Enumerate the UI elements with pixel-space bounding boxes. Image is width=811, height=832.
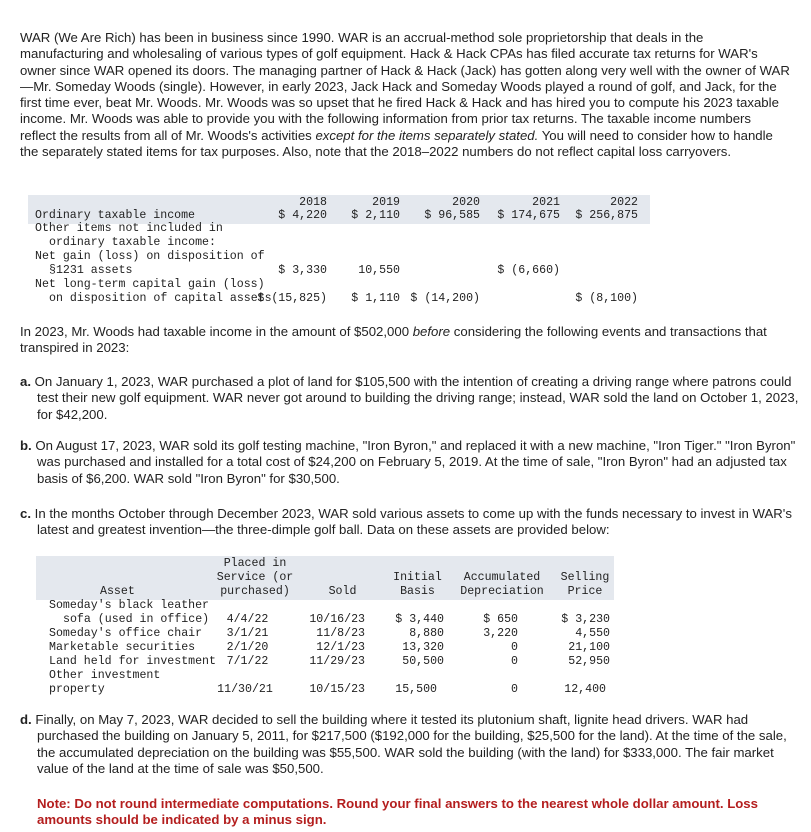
asset-row3-basis: 13,320 (402, 641, 444, 654)
ltcg-2018: $ (15,825) (257, 292, 327, 305)
ordinary-2019: $ 2,110 (351, 209, 400, 222)
depreciation-header-1: Accumulated (463, 571, 541, 584)
year-2018: 2018 (299, 196, 327, 209)
basis-header-2: Basis (400, 585, 435, 598)
ltcg-label-2: on disposition of capital assets (49, 292, 272, 305)
year-2019: 2019 (372, 196, 400, 209)
intro-paragraph (20, 30, 790, 160)
gain-1231-label-2: §1231 assets (49, 264, 133, 277)
asset-row2-depreciation: 3,220 (483, 627, 518, 640)
ordinary-2022: $ 256,875 (575, 209, 638, 222)
ltcg-2022: $ (8,100) (575, 292, 638, 305)
item-c-label: c. (20, 506, 31, 521)
depreciation-header-2: Depreciation (460, 585, 544, 598)
asset-row3-sold: 12/1/23 (316, 641, 365, 654)
ordinary-2018: $ 4,220 (278, 209, 327, 222)
item-c-text: In the months October through December 2023, WAR sold various assets to come up with the funds necessary to invest in WAR's latest and greatest invention—the three-dimple golf ball. Data on these assets are provided below: (34, 506, 792, 538)
ordinary-2021: $ 174,675 (497, 209, 560, 222)
intro-italic: except for the items separately stated. (315, 127, 539, 143)
asset-row2-name: Someday's office chair (49, 627, 203, 640)
asset-row2-sold: 11/8/23 (316, 627, 365, 640)
asset-row2-basis: 8,880 (409, 627, 444, 640)
asset-row5-name-2: property (49, 683, 105, 696)
placed-header-3: purchased) (220, 585, 290, 598)
intro-text: WAR (We Are Rich) has been in business since 1990. WAR is an accrual-method sole proprietorship that deals in the manufacturing and wholesaling of various types of golf equipment. Hack & Hack CPAs has filed accurate tax returns for WAR's owner since WAR opened its doors. The managing partner of Hack & Hack (Jack) has gotten along very well with the owner of WAR—Mr. Someday Woods (single). However, in early 2023, Jack Hack and Someday Woods played a round of golf, and Jack, for the first time ever, beat Mr. Woods. Mr. Woods was so upset that he fired Hack & Hack and has hired you to compute his 2023 taxable income. Mr. Woods was able to provide you with the following information from prior tax returns. The taxable income numbers reflect the results from all of Mr. Woods's activities (20, 30, 790, 143)
asset-row5-name-1: Other investment (49, 669, 161, 682)
intro-text-end: You will need to consider how to handle the separately stated items for tax purposes. Also, note that the 2018–2022 numbers do not reflect capital loss carryovers. (20, 127, 773, 160)
asset-row5-placed: 11/30/21 (217, 683, 273, 696)
placed-header-2: Service (or (216, 571, 294, 584)
item-a (20, 374, 807, 423)
ltcg-label-1: Net long-term capital gain (loss) (35, 278, 265, 291)
para2-end: considering the following events and transactions that transpired in 2023: (20, 324, 767, 356)
gain-1231-label-1: Net gain (loss) on disposition of (35, 250, 265, 263)
item-b-text: On August 17, 2023, WAR sold its golf testing machine, "Iron Byron," and replaced it with a new machine, "Iron Tiger." "Iron Byron" was purchased and installed for a total cost of $24,200 on February 5, 2019. At the time of sale, "Iron Byron" had an adjusted tax basis of $6,200. WAR sold "Iron Byron" for $30,500. (35, 438, 796, 486)
asset-row5-sold: 10/15/23 (309, 683, 365, 696)
placed-header-1: Placed in (223, 557, 287, 570)
item-d-label: d. (20, 712, 32, 727)
asset-row1-price: $ 3,230 (561, 613, 610, 626)
item-d (20, 712, 807, 777)
ltcg-2020: $ (14,200) (410, 292, 480, 305)
asset-row3-depreciation: 0 (511, 641, 518, 654)
taxable-income-paragraph (20, 324, 790, 357)
asset-row4-sold: 11/29/23 (309, 655, 365, 668)
ltcg-2019: $ 1,110 (351, 292, 400, 305)
para2-italic: before (412, 324, 451, 339)
ordinary-income-label: Ordinary taxable income (35, 209, 196, 222)
asset-row1-sold: 10/16/23 (309, 613, 365, 626)
asset-row4-placed: 7/1/22 (226, 655, 269, 668)
ordinary-2020: $ 96,585 (424, 209, 480, 222)
item-d-text: Finally, on May 7, 2023, WAR decided to sell the building where it tested its plutonium shaft, lignite head drivers. WAR had purchased the building on January 5, 2011, for $217,500 ($192,000 for the building, $25,500 for the land). At the time of the sale, the accumulated depreciation on the building was $55,500. WAR sold the building (with the land) for $333,000. The fair market value of the land at the time of sale was $50,500. (35, 712, 787, 776)
year-2020: 2020 (452, 196, 480, 209)
asset-row3-placed: 2/1/20 (226, 641, 269, 654)
asset-row1-placed: 4/4/22 (226, 613, 269, 626)
rounding-note: Note: Do not round intermediate computations. Round your final answers to the nearest whole dollar amount. Loss amounts should be indicated by a minus sign. (37, 796, 758, 828)
item-a-text: On January 1, 2023, WAR purchased a plot of land for $105,500 with the intention of creating a driving range where patrons could test their new golf equipment. WAR never got around to building the driving range; instead, WAR sold the land on October 1, 2023, for $42,200. (34, 374, 799, 422)
basis-header-1: Initial (393, 571, 442, 584)
asset-row1-name-1: Someday's black leather (49, 599, 210, 612)
asset-row4-basis: 50,500 (402, 655, 444, 668)
asset-row5-depreciation: 0 (511, 683, 518, 696)
sold-header: Sold (328, 585, 357, 598)
asset-row4-name: Land held for investment (49, 655, 216, 668)
asset-row3-name: Marketable securities (49, 641, 196, 654)
gain-1231-2021: $ (6,660) (497, 264, 560, 277)
other-items-label-2: ordinary taxable income: (49, 236, 216, 249)
asset-row5-basis: 15,500 (395, 683, 437, 696)
gain-1231-2018: $ 3,330 (278, 264, 327, 277)
price-header-1: Selling (560, 571, 610, 584)
para2-start: In 2023, Mr. Woods had taxable income in the amount of $502,000 (20, 324, 413, 339)
year-2021: 2021 (532, 196, 560, 209)
asset-row5-price: 12,400 (564, 683, 606, 696)
asset-row1-name-2: sofa (used in office) (63, 613, 210, 626)
asset-row1-depreciation: $ 650 (483, 613, 518, 626)
item-b-label: b. (20, 438, 32, 453)
asset-row2-placed: 3/1/21 (226, 627, 269, 640)
asset-row4-price: 52,950 (568, 655, 610, 668)
asset-row3-price: 21,100 (568, 641, 610, 654)
asset-header: Asset (100, 585, 135, 598)
asset-row2-price: 4,550 (575, 627, 610, 640)
item-a-label: a. (20, 374, 31, 389)
other-items-label-1: Other items not included in (35, 222, 223, 235)
year-2022: 2022 (610, 196, 638, 209)
price-header-2: Price (567, 585, 603, 598)
asset-row4-depreciation: 0 (511, 655, 518, 668)
gain-1231-2019: 10,550 (358, 264, 400, 277)
asset-row1-basis: $ 3,440 (395, 613, 444, 626)
item-b (20, 438, 807, 487)
item-c (20, 506, 807, 539)
